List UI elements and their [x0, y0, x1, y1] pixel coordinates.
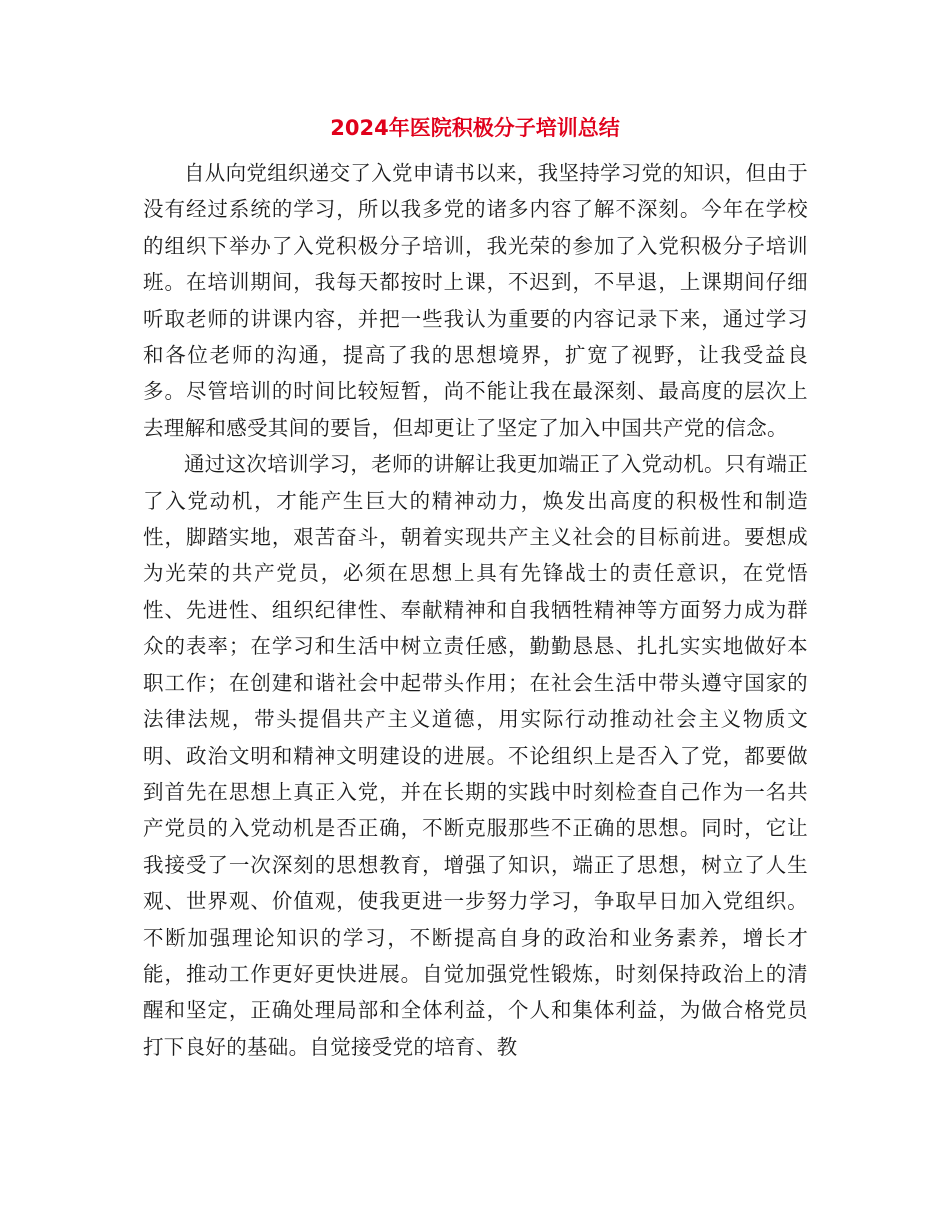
paragraph-2: 通过这次培训学习，老师的讲解让我更加端正了入党动机。只有端正了入党动机，才能产生巨大的精神动力，焕发出高度的积极性和制造性，脚踏实地，艰苦奋斗，朝着实现共产主义社会的目标前进。要想成为光荣的共产党员，必须在思想上具有先锋战士的责任意识，在党悟性、先进性、组织纪律性、奉献精神和自我牺牲精神等方面努力成为群众的表率；在学习和生活中树立责任感，勤勤恳恳、扎扎实实地做好本职工作；在创建和谐社会中起带头作用；在社会生活中带头遵守国家的法律法规，带头提倡共产主义道德，用实际行动推动社会主义物质文明、政治文明和精神文明建设的进展。不论组织上是否入了党，都要做到首先在思想上真正入党，并在长期的实践中时刻检查自己作为一名共产党员的入党动机是否正确，不断克服那些不正确的思想。同时，它让我接受了一次深刻的思想教育，增强了知识，端正了思想，树立了人生观、世界观、价值观，使我更进一步努力学习，争取早日加入党组织。不断加强理论知识的学习，不断提高自身的政治和业务素养，增长才能，推动工作更好更快进展。自觉加强党性锻炼，时刻保持政治上的清醒和坚定，正确处理局部和全体利益，个人和集体利益，为做合格党员打下良好的基础。自觉接受党的培育、教 — [143, 452, 808, 1059]
paragraph-1: 自从向党组织递交了入党申请书以来，我坚持学习党的知识，但由于没有经过系统的学习，所以我多党的诸多内容了解不深刻。今年在学校的组织下举办了入党积极分子培训，我光荣的参加了入党积极分子培训班。在培训期间，我每天都按时上课，不迟到，不早退，上课期间仔细听取老师的讲课内容，并把一些我认为重要的内容记录下来，通过学习和各位老师的沟通，提高了我的思想境界，扩宽了视野，让我受益良多。尽管培训的时间比较短暂，尚不能让我在最深刻、最高度的层次上去理解和感受其间的要旨，但却更让了坚定了加入中国共产党的信念。 — [143, 161, 808, 440]
document-title: 2024年医院积极分子培训总结 — [330, 116, 620, 140]
document-body — [143, 155, 808, 1065]
